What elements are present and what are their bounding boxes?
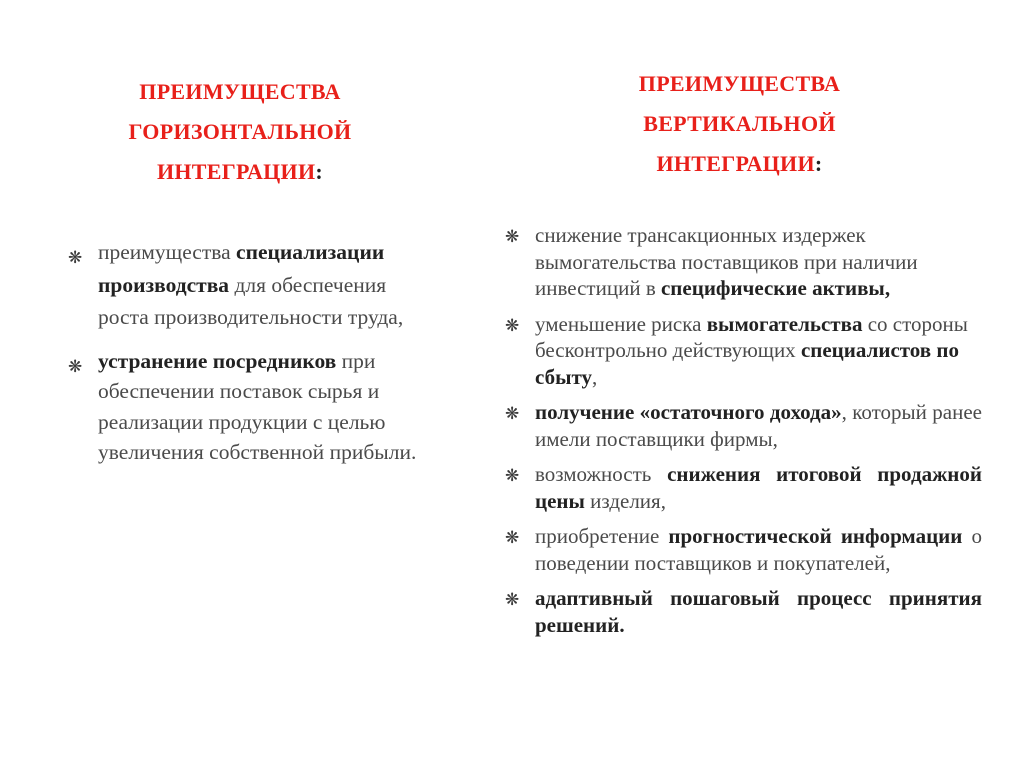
heading-line-2: ВЕРТИКАЛЬНОЙ bbox=[643, 111, 836, 136]
bullet-text: , bbox=[592, 364, 598, 389]
bullet-text: возможность bbox=[535, 462, 668, 486]
bullet-bold-text: устранение посредников bbox=[98, 348, 337, 373]
heading-line-1: ПРЕИМУЩЕСТВА bbox=[139, 79, 341, 104]
bullet-text: приобретение bbox=[535, 524, 669, 548]
heading-line-1: ПРЕИМУЩЕСТВА bbox=[638, 71, 841, 96]
bullet-bold-text: адаптивный пошаговый процесс принятия решений. bbox=[535, 586, 982, 637]
asterisk-bullet-icon: ❋ bbox=[505, 315, 520, 336]
bullet-text: , который ранее имели поставщики фирмы, bbox=[535, 400, 982, 451]
bullet-text: преимущества bbox=[98, 240, 237, 264]
bullet-text: изделия, bbox=[584, 488, 666, 513]
list-item bbox=[497, 523, 982, 576]
list-item bbox=[497, 461, 982, 514]
list-item bbox=[60, 236, 420, 334]
heading-colon: : bbox=[315, 159, 324, 184]
heading-line-3-text: ИНТЕГРАЦИИ bbox=[656, 151, 815, 176]
heading-colon: : bbox=[814, 151, 823, 176]
vertical-integration-heading bbox=[497, 64, 982, 184]
bullet-bold-text: получение «остаточного дохода» bbox=[535, 400, 842, 424]
heading-line-3-text: ИНТЕГРАЦИИ bbox=[156, 159, 316, 184]
heading-line-3 bbox=[497, 144, 982, 184]
bullet-bold-text: специалистов по сбыту bbox=[535, 338, 959, 389]
asterisk-bullet-icon: ❋ bbox=[505, 227, 520, 247]
bullet-bold-text: специализации производства bbox=[98, 240, 385, 297]
list-item bbox=[497, 222, 982, 302]
bullet-text: при обеспечении поставок сырья и реализации продукции с целью увеличения собственной прибыли. bbox=[98, 348, 417, 465]
asterisk-bullet-icon: ❋ bbox=[505, 528, 520, 548]
vertical-advantages-list bbox=[497, 222, 982, 647]
list-item bbox=[497, 585, 982, 638]
bullet-bold-text: специфические активы, bbox=[660, 276, 891, 300]
horizontal-integration-heading bbox=[60, 72, 420, 192]
list-item bbox=[497, 399, 982, 452]
list-item bbox=[60, 346, 420, 468]
bullet-bold-text: прогностической информации bbox=[668, 524, 963, 548]
list-item bbox=[497, 311, 982, 391]
bullet-bold-text: вымогательства bbox=[706, 311, 863, 336]
bullet-text: для обеспечения роста производительности труда, bbox=[98, 272, 404, 329]
bullet-bold-text: снижения итоговой продажной цены bbox=[535, 462, 982, 513]
asterisk-bullet-icon: ❋ bbox=[505, 466, 520, 486]
horizontal-advantages-list bbox=[60, 236, 420, 480]
heading-line-3 bbox=[60, 152, 420, 192]
bullet-text: о поведении поставщиков и покупателей, bbox=[535, 524, 983, 575]
asterisk-bullet-icon: ❋ bbox=[505, 590, 520, 610]
bullet-text: снижение трансакционных издержек вымогательства поставщиков при наличии инвестиций в bbox=[535, 223, 918, 300]
asterisk-bullet-icon: ❋ bbox=[68, 248, 83, 268]
bullet-text: уменьшение риска bbox=[535, 311, 707, 336]
asterisk-bullet-icon: ❋ bbox=[68, 356, 83, 377]
asterisk-bullet-icon: ❋ bbox=[505, 404, 520, 424]
bullet-text: со стороны бесконтрольно действующих bbox=[535, 311, 968, 362]
heading-line-2: ГОРИЗОНТАЛЬНОЙ bbox=[128, 119, 352, 144]
